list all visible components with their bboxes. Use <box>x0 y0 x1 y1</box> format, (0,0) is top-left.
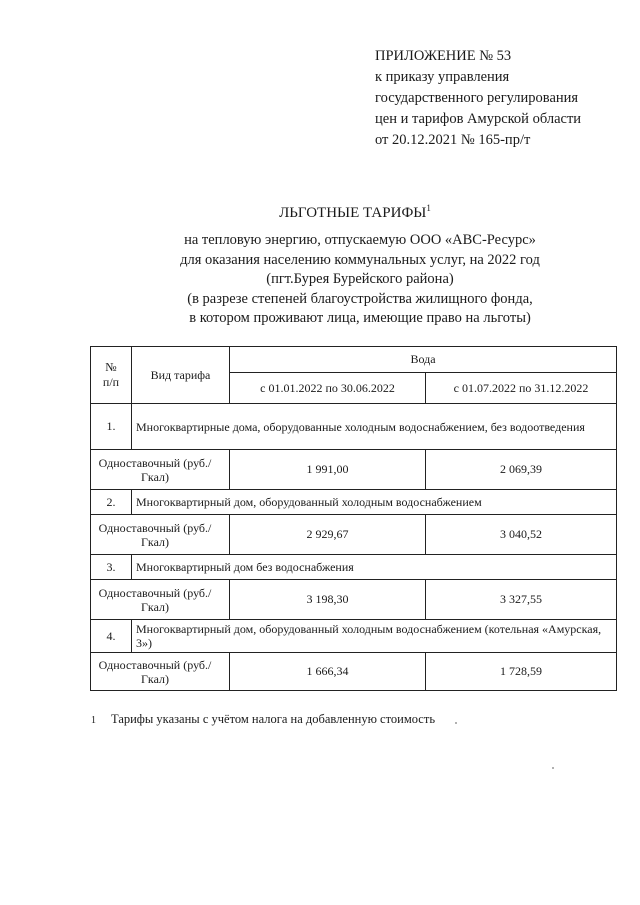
tariff-type: Одноставочный (руб./Гкал) <box>91 653 230 691</box>
section-title: Многоквартирные дома, оборудованные холодным водоснабжением, без водоотведения <box>132 404 617 450</box>
section-title: Многоквартирный дом, оборудованный холодным водоснабжением <box>132 490 617 515</box>
appendix-line: к приказу управления <box>375 69 510 85</box>
scan-speck <box>552 767 554 769</box>
subtitle-line: (в разрезе степеней благоустройства жилищного фонда, <box>187 290 533 307</box>
tariff-type: Одноставочный (руб./Гкал) <box>91 580 230 620</box>
appendix-title: ПРИЛОЖЕНИЕ № 53 <box>375 48 512 64</box>
section-num: 1. <box>91 404 132 450</box>
header-type: Вид тарифа <box>132 347 230 404</box>
tariff-type: Одноставочный (руб./Гкал) <box>91 450 230 490</box>
section-num: 2. <box>91 490 132 515</box>
tariff-value: 1 991,00 <box>230 450 426 490</box>
header-water: Вода <box>230 347 617 373</box>
appendix-line: государственного регулирования <box>375 90 579 106</box>
tariff-table <box>90 346 617 691</box>
document-subtitle <box>150 231 570 329</box>
scan-speck <box>455 722 457 724</box>
title-footnote-mark: 1 <box>426 203 431 213</box>
tariff-value: 1 666,34 <box>230 653 426 691</box>
section-title: Многоквартирный дом без водоснабжения <box>132 555 617 580</box>
title-text: ЛЬГОТНЫЕ ТАРИФЫ <box>279 205 427 221</box>
tariff-value: 1 728,59 <box>426 653 617 691</box>
subtitle-line: (пгт.Бурея Бурейского района) <box>266 271 454 287</box>
tariff-value: 3 040,52 <box>426 515 617 555</box>
tariff-value: 3 327,55 <box>426 580 617 620</box>
subtitle-line: в котором проживают лица, имеющие право на льготы) <box>189 310 531 326</box>
subtitle-line: для оказания населению коммунальных услуг, на 2022 год <box>180 251 540 268</box>
section-num: 3. <box>91 555 132 580</box>
section-title: Многоквартирный дом, оборудованный холодным водоснабжением (котельная «Амурская, 3») <box>132 620 617 653</box>
footnote <box>91 712 435 727</box>
header-period-1: с 01.01.2022 по 30.06.2022 <box>230 373 426 404</box>
document-title <box>0 203 640 222</box>
tariff-value: 2 069,39 <box>426 450 617 490</box>
tariff-type: Одноставочный (руб./Гкал) <box>91 515 230 555</box>
section-num: 4. <box>91 620 132 653</box>
header-num: № п/п <box>91 347 132 404</box>
subtitle-line: на тепловую энергию, отпускаемую ООО «АВС-Ресурс» <box>184 232 536 248</box>
header-period-2: с 01.07.2022 по 31.12.2022 <box>426 373 617 404</box>
appendix-date: от 20.12.2021 № 165-пр/т <box>375 132 531 148</box>
tariff-value: 3 198,30 <box>230 580 426 620</box>
footnote-mark: 1 <box>91 715 96 726</box>
footnote-text: Тарифы указаны с учётом налога на добавленную стоимость <box>111 712 436 726</box>
tariff-value: 2 929,67 <box>230 515 426 555</box>
appendix-block <box>375 46 581 151</box>
appendix-line: цен и тарифов Амурской области <box>375 111 582 127</box>
